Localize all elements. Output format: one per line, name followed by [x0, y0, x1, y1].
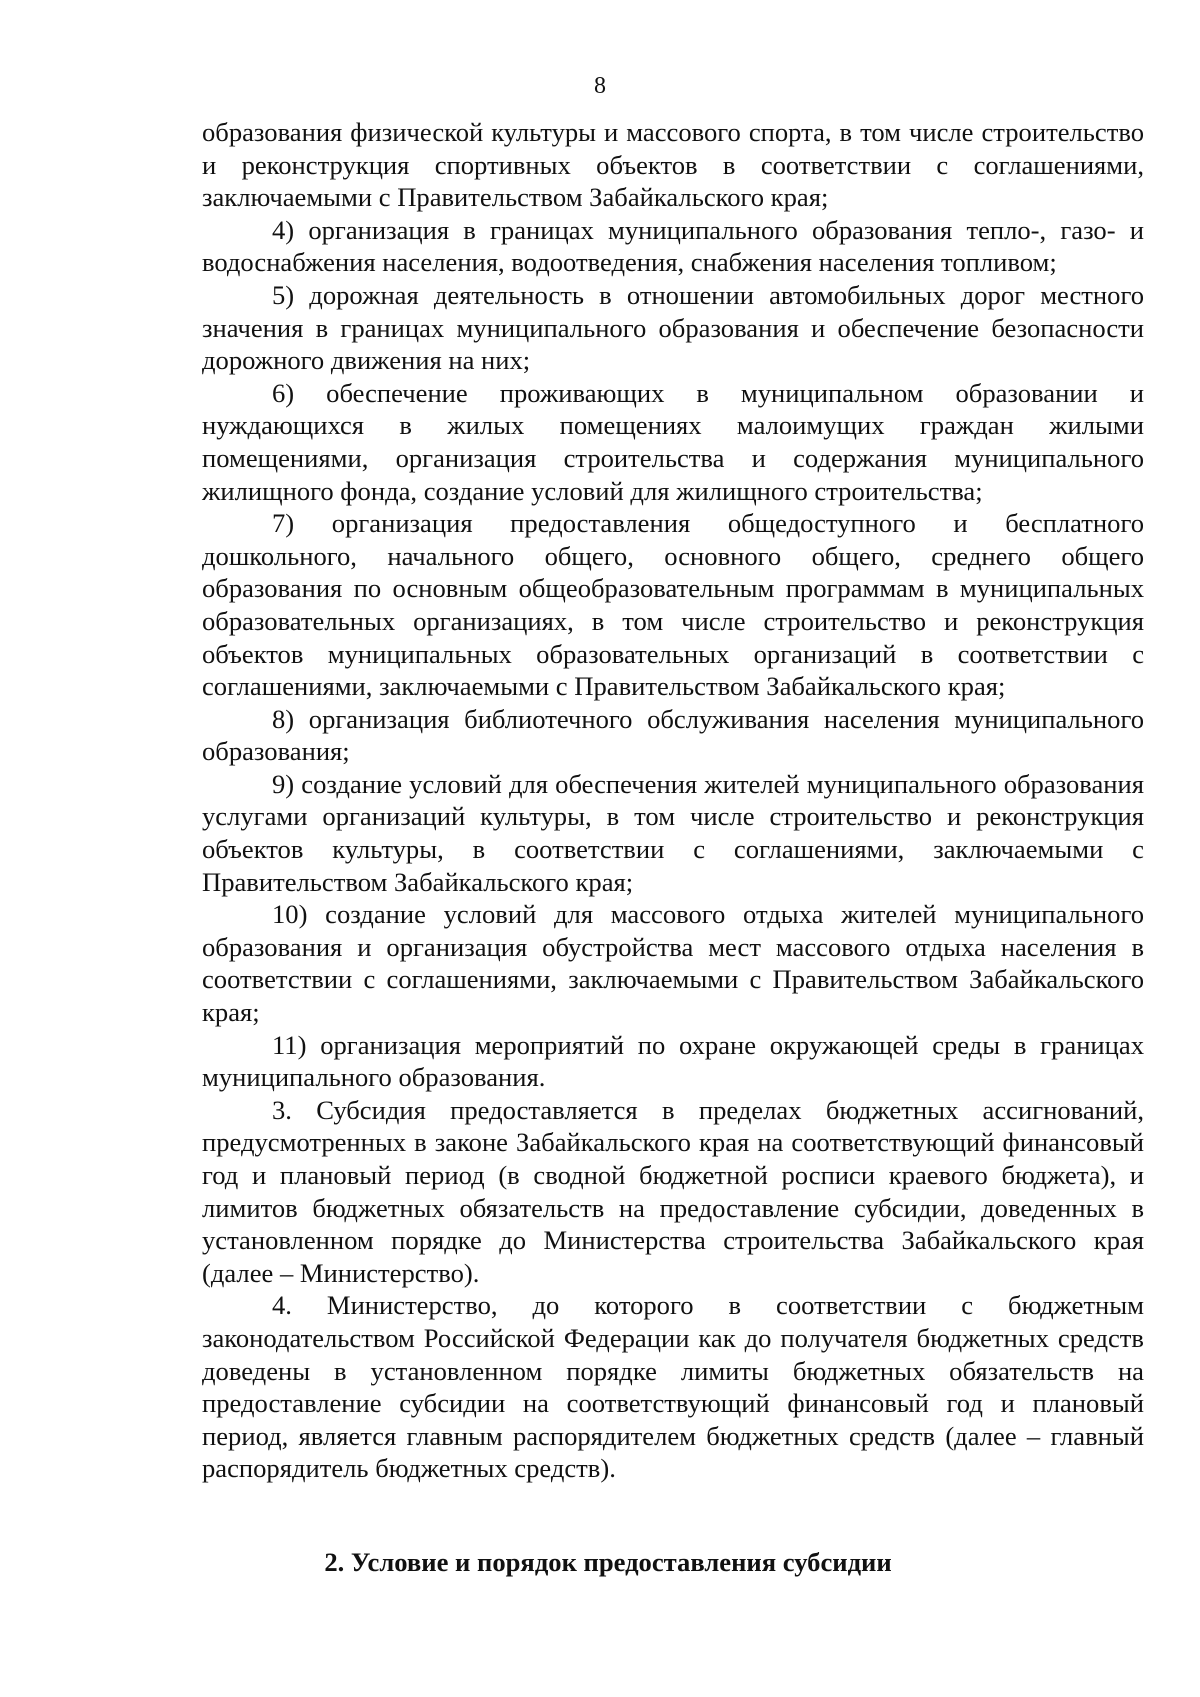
page-number: 8	[594, 73, 606, 99]
paragraph-clause-3: 3. Субсидия предоставляется в пределах бюджетных ассигнований, предусмотренных в законе Забайкальского края на соответствующий финансовый год и плановый период (в сводной бюджетной росписи краевого бюджета), и лимитов бюджетных обязательств на предоставление субсидии, доведенных в установленном порядке до Министерства строительства Забайкальского края (далее – Министерство).	[202, 1094, 1144, 1288]
paragraph-item-7: 7) организация предоставления общедоступного и бесплатного дошкольного, начального общего, основного общего, среднего общего образования по основным общеобразовательным программам в муниципальных образовательных организациях, в том числе строительство и реконструкция объектов муниципальных образовательных организаций в соответствии с соглашениями, заключаемыми с Правительством Забайкальского края;	[202, 508, 1144, 702]
paragraph-item-4: 4) организация в границах муниципального образования тепло-, газо- и водоснабжения населения, водоотведения, снабжения населения топливом;	[202, 214, 1144, 278]
paragraph-item-10: 10) создание условий для массового отдыха жителей муниципального образования и организация обустройства мест массового отдыха населения в соответствии с соглашениями, заключаемыми с Правительством Забайкальского края;	[202, 899, 1144, 1028]
paragraph-item-9: 9) создание условий для обеспечения жителей муниципального образования услугами организаций культуры, в том числе строительство и реконструкция объектов культуры, в соответствии с соглашениями, заключаемыми с Правительством Забайкальского края;	[202, 768, 1144, 897]
paragraph-item-8: 8) организация библиотечного обслуживания населения муниципального образования;	[202, 703, 1144, 767]
body-text	[202, 116, 1144, 1485]
paragraph-continuation: образования физической культуры и массового спорта, в том числе строительство и реконструкция спортивных объектов в соответствии с соглашениями, заключаемыми с Правительством Забайкальского края;	[202, 117, 1144, 213]
paragraph-item-5: 5) дорожная деятельность в отношении автомобильных дорог местного значения в границах муниципального образования и обеспечение безопасности дорожного движения на них;	[202, 279, 1144, 376]
paragraph-clause-4: 4. Министерство, до которого в соответствии с бюджетным законодательством Российской Федерации как до получателя бюджетных средств доведены в установленном порядке лимиты бюджетных обязательств на предоставление субсидии на соответствующий финансовый год и плановый период, является главным распорядителем бюджетных средств (далее – главный распорядитель бюджетных средств).	[202, 1290, 1144, 1484]
paragraph-item-11: 11) организация мероприятий по охране окружающей среды в границах муниципального образования.	[202, 1029, 1144, 1093]
paragraph-item-6: 6) обеспечение проживающих в муниципальном образовании и нуждающихся в жилых помещениях малоимущих граждан жилыми помещениями, организация строительства и содержания муниципального жилищного фонда, создание условий для жилищного строительства;	[202, 377, 1144, 506]
section-heading: 2. Условие и порядок предоставления субсидии	[324, 1547, 892, 1577]
